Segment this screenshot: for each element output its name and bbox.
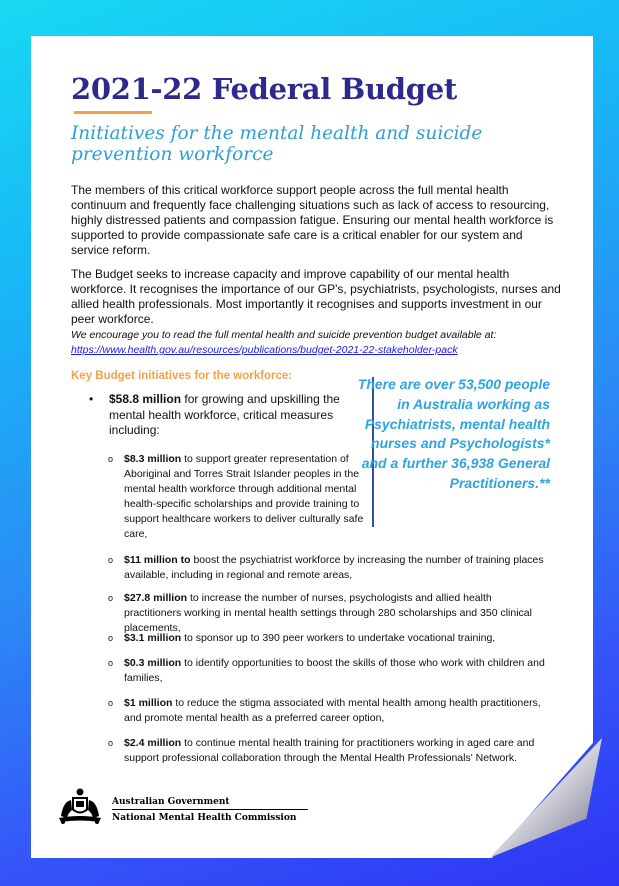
intro-paragraph-2: The Budget seeks to increase capacity and improve capability of our mental health workforce. It recognises the importance of our GP's, psychiatrists, psychologists, nurses and allied health professionals. Most importantly it recognises and supports investment in our peer workforce. [71, 267, 561, 326]
budget-link[interactable]: https://www.health.gov.au/resources/publications/budget-2021-22-stakeholder-pack [71, 344, 458, 356]
circle-bullet-icon: o [108, 738, 114, 748]
circle-bullet-icon: o [108, 454, 114, 464]
item-text: to identify opportunities to boost the skills of those who work with children and families, [124, 657, 545, 684]
circle-bullet-icon: o [108, 593, 114, 603]
item-text: to support greater representation of Aboriginal and Torres Strait Islander peoples in the mental health workforce through additional mental health-specific scholarships and provide training to support healthcare workers to deliver culturally safe care, [124, 453, 364, 540]
sub-bullet-item [108, 631, 548, 646]
encourage-note [71, 328, 561, 358]
main-bullet [90, 392, 350, 439]
sub-bullet-item [108, 553, 548, 583]
main-amount: $58.8 million [109, 392, 182, 406]
item-text: to reduce the stigma associated with mental health among health practitioners, and promote mental health as a preferred career option, [124, 697, 541, 724]
item-amount: $3.1 million [124, 632, 182, 644]
circle-bullet-icon: o [108, 633, 114, 643]
item-text: to sponsor up to 390 peer workers to undertake vocational training, [181, 632, 496, 644]
footer-logo [55, 786, 297, 826]
circle-bullet-icon: o [108, 658, 114, 668]
title-underline [74, 111, 152, 114]
item-text: to increase the number of nurses, psychologists and allied health practitioners working in mental health settings through 280 scholarships and 350 clinical placements, [124, 592, 532, 634]
coat-of-arms-icon [55, 786, 105, 826]
item-amount: $0.3 million [124, 657, 182, 669]
item-amount: $1 million [124, 697, 173, 709]
item-amount: $27.8 million [124, 592, 188, 604]
page-subtitle: Initiatives for the mental health and suicide prevention workforce [71, 123, 483, 165]
initiatives-heading: Key Budget initiatives for the workforce: [71, 370, 293, 382]
sub-bullet-item [108, 452, 370, 542]
circle-bullet-icon: o [108, 698, 114, 708]
logo-government-text: Australian Government [112, 797, 230, 807]
item-amount: $11 million to [124, 554, 191, 566]
circle-bullet-icon: o [108, 555, 114, 565]
sub-bullet-item [108, 656, 548, 686]
workforce-callout: There are over 53,500 people in Australia working as Psychiatrists, mental health nurses and Psychologists* and a further 36,938 General Practitioners.** [357, 376, 550, 491]
sub-bullet-item [108, 696, 548, 726]
item-amount: $2.4 million [124, 737, 182, 749]
sub-bullet-item [108, 591, 548, 636]
bullet-icon: • [89, 392, 94, 406]
encourage-text: We encourage you to read the full mental health and suicide prevention budget available at: [71, 329, 497, 341]
item-amount: $8.3 million [124, 453, 182, 465]
item-text: boost the psychiatrist workforce by increasing the number of training places available, including in regional and remote areas, [124, 554, 544, 581]
item-text: to continue mental health training for practitioners working in aged care and support professional collaboration through the Mental Health Professionals' Network. [124, 737, 535, 764]
page-title: 2021-22 Federal Budget [71, 72, 457, 106]
logo-commission-text: National Mental Health Commission [112, 813, 297, 823]
logo-divider [112, 809, 308, 810]
sub-bullet-item [108, 736, 548, 766]
intro-paragraph-1: The members of this critical workforce support people across the full mental health continuum and frequently face challenging situations such as lack of access to resourcing, highly distressed patients and compassion fatigue. Ensuring our mental health workforce is supported to provide compassionate safe care is a critical enabler for our system and service reform. [71, 183, 554, 257]
main-text: for growing and upskilling the mental health workforce, critical measures including: [109, 392, 340, 437]
